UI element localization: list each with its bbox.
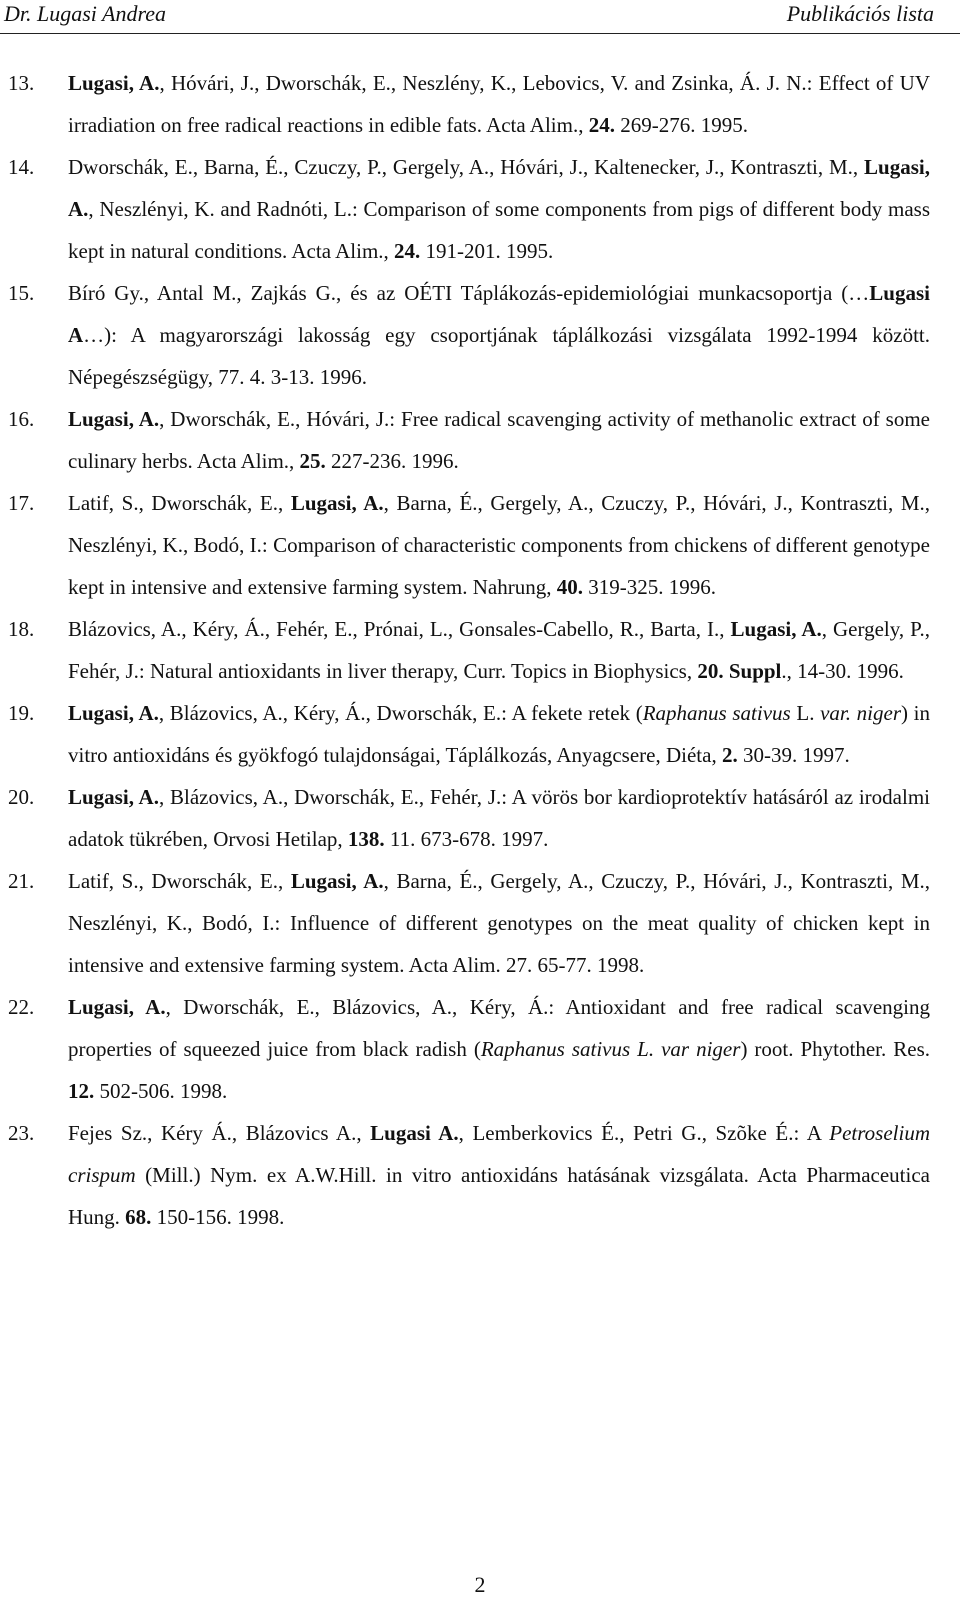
entry-citation: [68, 62, 930, 146]
citation-text: Blázovics, A., Kéry, Á., Fehér, E., Prónai, L., Gonsales-Cabello, R., Barta, I.,: [68, 617, 731, 641]
entry-citation: [68, 272, 930, 398]
citation-text: , Dworschák, E., Blázovics, A., Kéry, Á.: Antioxidant and free radical scavenging properties of squeezed juice from black radish (: [68, 995, 931, 1061]
citation-text: 319-325. 1996.: [582, 575, 716, 599]
entry-citation: [68, 146, 930, 272]
citation-text: , Neszlényi, K. and Radnóti, L.: Comparison of some components from pigs of different body mass kept in natural conditions. Acta Alim.,: [68, 197, 930, 263]
entry-number: 16.: [8, 407, 35, 431]
entry-number: 19.: [8, 701, 35, 725]
entry-number: 22.: [8, 995, 35, 1019]
publication-entry: [0, 146, 960, 272]
entry-citation: [68, 398, 930, 482]
publication-entry: [0, 272, 960, 398]
citation-text: (Mill.) Nym. ex A.W.Hill. in vitro antioxidáns hatásának vizsgálata. Acta Pharmaceutica Hung.: [68, 1163, 930, 1229]
publication-list: [0, 62, 960, 1238]
citation-bold-text: 25.: [299, 449, 326, 473]
citation-text: L.: [790, 701, 821, 725]
citation-italic-text: Petroselium crispum: [68, 1121, 930, 1187]
publication-entry: [0, 1112, 960, 1238]
citation-text: 11. 673-678. 1997.: [384, 827, 549, 851]
publication-entry: [0, 986, 960, 1112]
citation-text: 191-201. 1995.: [420, 239, 554, 263]
citation-text: 269-276. 1995.: [614, 113, 748, 137]
citation-text: , Dworschák, E., Hóvári, J.: Free radical scavenging activity of methanolic extract of some culinary herbs. Acta Alim.,: [68, 407, 930, 473]
citation-bold-text: Lugasi, A.: [68, 701, 159, 725]
publication-entry: [0, 776, 960, 860]
citation-text: Latif, S., Dworschák, E.,: [68, 869, 291, 893]
entry-citation: [68, 860, 930, 986]
publication-entry: [0, 860, 960, 986]
header-divider: [0, 33, 960, 34]
entry-number: 21.: [8, 869, 35, 893]
citation-text: Bíró Gy., Antal M., Zajkás G., és az OÉTI Táplákozás-epidemiológiai munkacsoportja (…: [68, 281, 870, 305]
entry-number: 20.: [8, 785, 35, 809]
publication-entry: [0, 608, 960, 692]
entry-citation: [68, 608, 930, 692]
citation-text: 150-156. 1998.: [151, 1205, 285, 1229]
page-header: [0, 0, 960, 32]
entry-number: 23.: [8, 1121, 35, 1145]
entry-number: 18.: [8, 617, 35, 641]
citation-italic-text: Raphanus sativus: [642, 701, 791, 725]
entry-citation: [68, 776, 930, 860]
citation-bold-text: Lugasi, A.: [68, 785, 159, 809]
citation-italic-text: var. niger: [820, 701, 902, 725]
citation-text: , Barna, É., Gergely, A., Czuczy, P., Hóvári, J., Kontraszti, M., Neszlényi, K., Bodó, I.: Comparison of characteristic components from chickens of different genotype kept in intensive and extensive farming system. Nahrung,: [68, 491, 930, 599]
entry-number: 15.: [8, 281, 35, 305]
publication-entry: [0, 482, 960, 608]
citation-text: ) root. Phytother. Res.: [740, 1037, 931, 1061]
citation-bold-text: 24.: [394, 239, 421, 263]
publication-entry: [0, 398, 960, 482]
citation-bold-text: Lugasi, A.: [68, 155, 930, 221]
citation-italic-text: Raphanus sativus L. var niger: [480, 1037, 741, 1061]
citation-bold-text: Lugasi A: [68, 281, 930, 347]
citation-text: Dworschák, E., Barna, É., Czuczy, P., Gergely, A., Hóvári, J., Kaltenecker, J., Kontraszti, M.,: [68, 155, 865, 179]
entry-number: 14.: [8, 155, 35, 179]
citation-text: , Lemberkovics É., Petri G., Szõke É.: A: [458, 1121, 830, 1145]
citation-bold-text: Lugasi, A.: [68, 71, 160, 95]
citation-bold-text: Lugasi, A.: [68, 407, 160, 431]
citation-text: 227-236. 1996.: [325, 449, 459, 473]
citation-text: , Hóvári, J., Dworschák, E., Neszlény, K., Lebovics, V. and Zsinka, Á. J. N.: Effect of UV irradiation on free radical reactions in edible fats. Acta Alim.,: [68, 71, 930, 137]
citation-text: 502-506. 1998.: [94, 1079, 228, 1103]
citation-bold-text: 2.: [721, 743, 738, 767]
citation-bold-text: Suppl: [728, 659, 782, 683]
citation-bold-text: Lugasi A.: [370, 1121, 459, 1145]
citation-bold-text: Lugasi, A.: [730, 617, 822, 641]
entry-citation: [68, 692, 930, 776]
citation-text: Latif, S., Dworschák, E.,: [68, 491, 291, 515]
citation-text: Fejes Sz., Kéry Á., Blázovics A.,: [68, 1121, 371, 1145]
citation-text: , Blázovics, A., Kéry, Á., Dworschák, E.: A fekete retek (: [158, 701, 643, 725]
entry-number: 13.: [8, 71, 35, 95]
citation-bold-text: 40.: [556, 575, 583, 599]
page-number: 2: [474, 1572, 486, 1597]
citation-text: , Gergely, P., Fehér, J.: Natural antioxidants in liver therapy, Curr. Topics in Biophysics,: [68, 617, 931, 683]
citation-bold-text: Lugasi, A.: [290, 491, 384, 515]
header-author: Dr. Lugasi Andrea: [4, 1, 166, 26]
citation-text: , Blázovics, A., Dworschák, E., Fehér, J.: A vörös bor kardioprotektív hatásáról az irodalmi adatok tükrében, Orvosi Hetilap,: [68, 785, 930, 851]
citation-bold-text: 12.: [68, 1079, 95, 1103]
publication-entry: [0, 692, 960, 776]
citation-text: …): A magyarországi lakosság egy csoportjának táplálkozási vizsgálata 1992-1994 között. Népegészségügy, 77. 4. 3-13. 1996.: [68, 323, 930, 389]
citation-bold-text: 20.: [697, 659, 724, 683]
citation-text: , Barna, É., Gergely, A., Czuczy, P., Hóvári, J., Kontraszti, M., Neszlényi, K., Bodó, I.: Influence of different genotypes on the meat quality of chicken kept in intensive and extensive farming system. Acta Alim. 27. 65-77. 1998.: [68, 869, 930, 977]
citation-bold-text: 24.: [588, 113, 615, 137]
citation-bold-text: Lugasi, A.: [68, 995, 166, 1019]
citation-text: ., 14-30. 1996.: [781, 659, 904, 683]
citation-text: ) in vitro antioxidáns és gyökfogó tulajdonságai, Táplálkozás, Anyagcsere, Diéta,: [68, 701, 931, 767]
entry-citation: [68, 1112, 930, 1238]
header-title: Publikációs lista: [786, 1, 934, 26]
entry-citation: [68, 482, 930, 608]
citation-bold-text: 68.: [125, 1205, 152, 1229]
publication-entry: [0, 62, 960, 146]
citation-bold-text: Lugasi, A.: [290, 869, 384, 893]
entry-citation: [68, 986, 930, 1112]
citation-bold-text: 138.: [347, 827, 385, 851]
citation-text: 30-39. 1997.: [737, 743, 850, 767]
entry-number: 17.: [8, 491, 35, 515]
